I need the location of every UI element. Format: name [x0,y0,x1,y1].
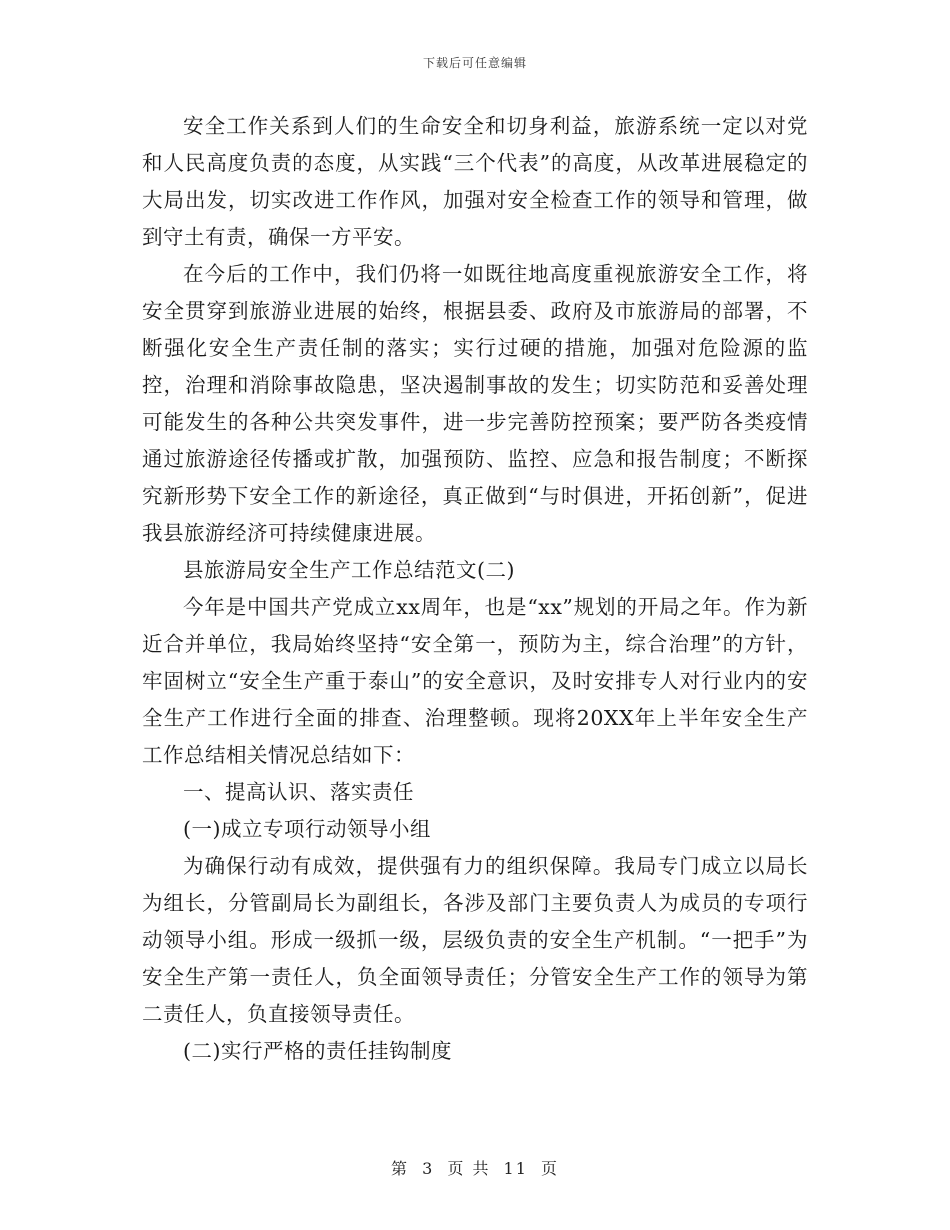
subsection-heading-1: (一)成立专项行动领导小组 [183,817,431,841]
footer-suffix: 页 [541,1159,560,1178]
footer-prefix: 第 [390,1159,409,1178]
paragraph-safety-importance: 安全工作关系到人们的生命安全和切身利益，旅游系统一定以对党和人民高度负责的态度，从实践“三个代表”的高度，从改革进展稳定的大局出发，切实改进工作作风，加强对安全检查工作的领导和管理，做到守土有责，确保一方平安。 [142,114,808,249]
subsection-heading-2: (二)实行严格的责任挂钩制度 [183,1039,452,1063]
paragraph-leading-group: 为确保行动有成效，提供强有力的组织保障。我局专门成立以局长为组长，分管副局长为副组长，各涉及部门主要负责人为成员的专项行动领导小组。形成一级抓一级，层级负责的安全生产机制。“一把手”为安全生产第一责任人，负全面领导责任；分管安全生产工作的领导为第二责任人，负直接领导责任。 [142,854,808,1026]
document-body [142,108,808,1070]
current-page-number: 3 [422,1159,435,1178]
page-number-footer [0,1156,950,1179]
document-title: 县旅游局安全生产工作总结范文(二) [183,558,515,582]
paragraph-future-work: 在今后的工作中，我们仍将一如既往地高度重视旅游安全工作，将安全贯穿到旅游业进展的始终，根据县委、政府及市旅游局的部署，不断强化安全生产责任制的落实；实行过硬的措施，加强对危险源的监控，治理和消除事故隐患，坚决遏制事故的发生；切实防范和妥善处理可能发生的各种公共突发事件，进一步完善防控预案；要严防各类疫情通过旅游途径传播或扩散，加强预防、监控、应急和报告制度；不断探究新形势下安全工作的新途径，真正做到“与时俱进，开拓创新”，促进我县旅游经济可持续健康进展。 [142,262,808,545]
footer-middle: 页 共 [447,1159,491,1178]
header-note: 下载后可任意编辑 [422,56,527,70]
section-heading-1: 一、提高认识、落实责任 [183,780,414,804]
paragraph-intro: 今年是中国共产党成立xx周年，也是“xx”规划的开局之年。作为新近合并单位，我局始终坚持“安全第一，预防为主，综合治理”的方针，牢固树立“安全生产重于泰山”的安全意识，及时安排专人对行业内的安全生产工作进行全面的排查、治理整顿。现将20XX年上半年安全生产工作总结相关情况总结如下： [142,595,808,767]
total-page-count: 11 [503,1159,528,1178]
